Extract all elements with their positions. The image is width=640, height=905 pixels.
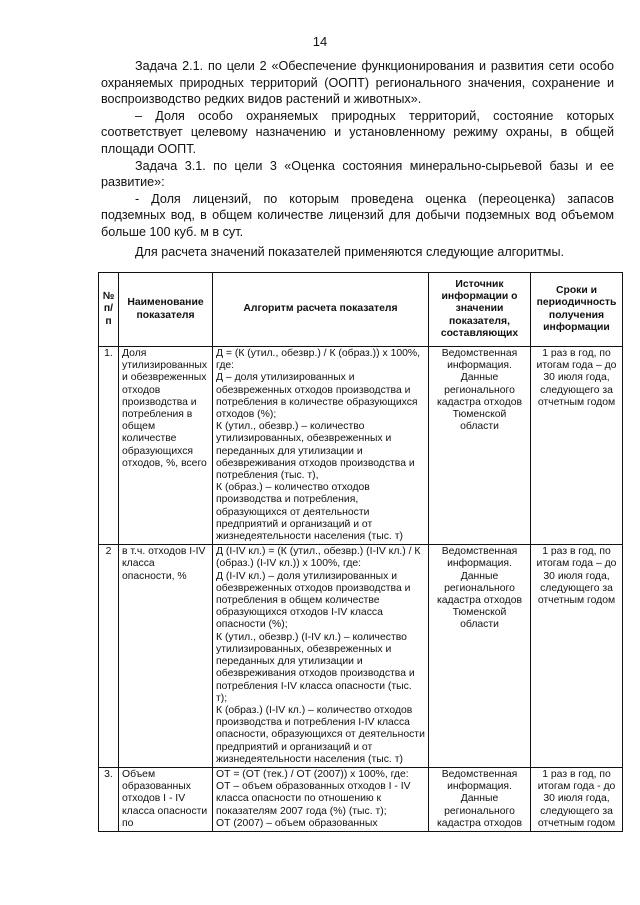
paragraph-task-3-1: Задача 3.1. по цели 3 «Оценка состояния минерально-сырьевой базы и ее развитие»: <box>101 158 614 190</box>
paragraph-algorithms-intro: Для расчета значений показателей применяются следующие алгоритмы. <box>135 244 565 259</box>
header-num: № п/п <box>99 273 119 347</box>
source-cell: Ведомственная информация. Данные регионального кадастра отходов Тюменской области <box>429 545 531 768</box>
indicators-table <box>98 272 623 832</box>
row-number: 1. <box>99 347 119 545</box>
paragraph-task-2-1: Задача 2.1. по цели 2 «Обеспечение функционирования и развития сети особо охраняемых природных территорий (ООПТ) регионального значения, сохранение и воспроизводство редких видов растений и животных». <box>101 59 614 107</box>
table-row <box>99 545 623 768</box>
terms-cell: 1 раз в год, по итогам года – до 30 июля года, следующего за отчетным годом <box>531 347 623 545</box>
algorithm-line: ОТ – объем образованных отходов I - IV класса опасности по отношению к показателям 2007 года (%) (тыс. т); <box>216 781 411 817</box>
indicator-name: в т.ч. отходов I-IV класса опасности, % <box>119 545 213 768</box>
header-source: Источник информации о значении показателя, составляющих <box>429 273 531 347</box>
algorithm-line: ОТ (2007) – объем образованных <box>216 817 378 829</box>
algorithm-cell <box>213 347 429 545</box>
table-row <box>99 767 623 831</box>
algorithm-line: Д – доля утилизированных и обезвреженных отходов производства и потребления в количестве образующихся отходов (%); <box>216 372 418 421</box>
algorithm-line: К (утил., обезвр.) – количество утилизированных, обезвреженных и переданных для утилизации и обезвреживания отходов производства и потребления (тыс. т), <box>216 421 415 482</box>
algorithm-line: Д (I-IV кл.) – доля утилизированных и обезвреженных отходов производства и потребления в общем количестве образующихся отходов I-IV класса опасности (%); <box>216 570 411 631</box>
row-number: 2 <box>99 545 119 768</box>
algorithm-line: ОТ = (ОТ (тек.) / ОТ (2007)) х 100%, где: <box>216 768 409 780</box>
terms-cell: 1 раз в год, по итогам года - до 30 июля года, следующего за отчетным годом <box>531 767 623 831</box>
algorithm-cell <box>213 545 429 768</box>
table-row <box>99 347 623 545</box>
algorithm-line: К (утил., обезвр.) (I-IV кл.) – количество утилизированных, обезвреженных и переданных для утилизации и обезвреживания отходов производства и потребления I-IV класса опасности (тыс. т); <box>216 631 415 704</box>
terms-cell: 1 раз в год, по итогам года – до 30 июля года, следующего за отчетным годом <box>531 545 623 768</box>
row-number: 3. <box>99 767 119 831</box>
table-header-row <box>99 273 623 347</box>
paragraph-indicator-licenses: - Доля лицензий, по которым проведена оценка (переоценка) запасов подземных вод, в общем количестве лицензий для добычи подземных вод объемом больше 100 куб. м в сут. <box>101 191 614 239</box>
algorithm-line: К (образ.) (I-IV кл.) – количество отходов производства и потребления I-IV класса опасности, образующихся от деятельности предприятий и организаций и от жизнедеятельности населения (тыс. т) <box>216 704 425 765</box>
page-number: 14 <box>312 34 328 49</box>
body-text <box>101 58 614 260</box>
header-name: Наименование показателя <box>119 273 213 347</box>
source-cell: Ведомственная информация. Данные регионального кадастра отходов Тюменской области <box>429 347 531 545</box>
header-terms: Сроки и периодичность получения информации <box>531 273 623 347</box>
header-algorithm: Алгоритм расчета показателя <box>213 273 429 347</box>
indicator-name: Объем образованных отходов I - IV класса опасности по <box>119 767 213 831</box>
algorithm-line: Д (I-IV кл.) = (К (утил., обезвр.) (I-IV кл.) / К (образ.) (I-IV кл.)) х 100%, где: <box>216 546 421 570</box>
indicator-name: Доля утилизированных и обезвреженных отходов производства и потребления в общем количестве образующихся отходов, %, всего <box>119 347 213 545</box>
algorithm-line: Д = (К (утил., обезвр.) / К (образ.)) х 100%, где: <box>216 348 421 372</box>
source-cell: Ведомственная информация. Данные регионального кадастра отходов <box>429 767 531 831</box>
paragraph-indicator-oopt: – Доля особо охраняемых природных территорий, состояние которых соответствует целевому назначению и установленному режиму охраны, в общей площади ООПТ. <box>101 108 614 156</box>
algorithm-line: К (образ.) – количество отходов производства и потребления, образующихся от деятельности предприятий и организаций и от жизнедеятельности населения (тыс. т) <box>216 482 403 543</box>
algorithm-cell <box>213 767 429 831</box>
